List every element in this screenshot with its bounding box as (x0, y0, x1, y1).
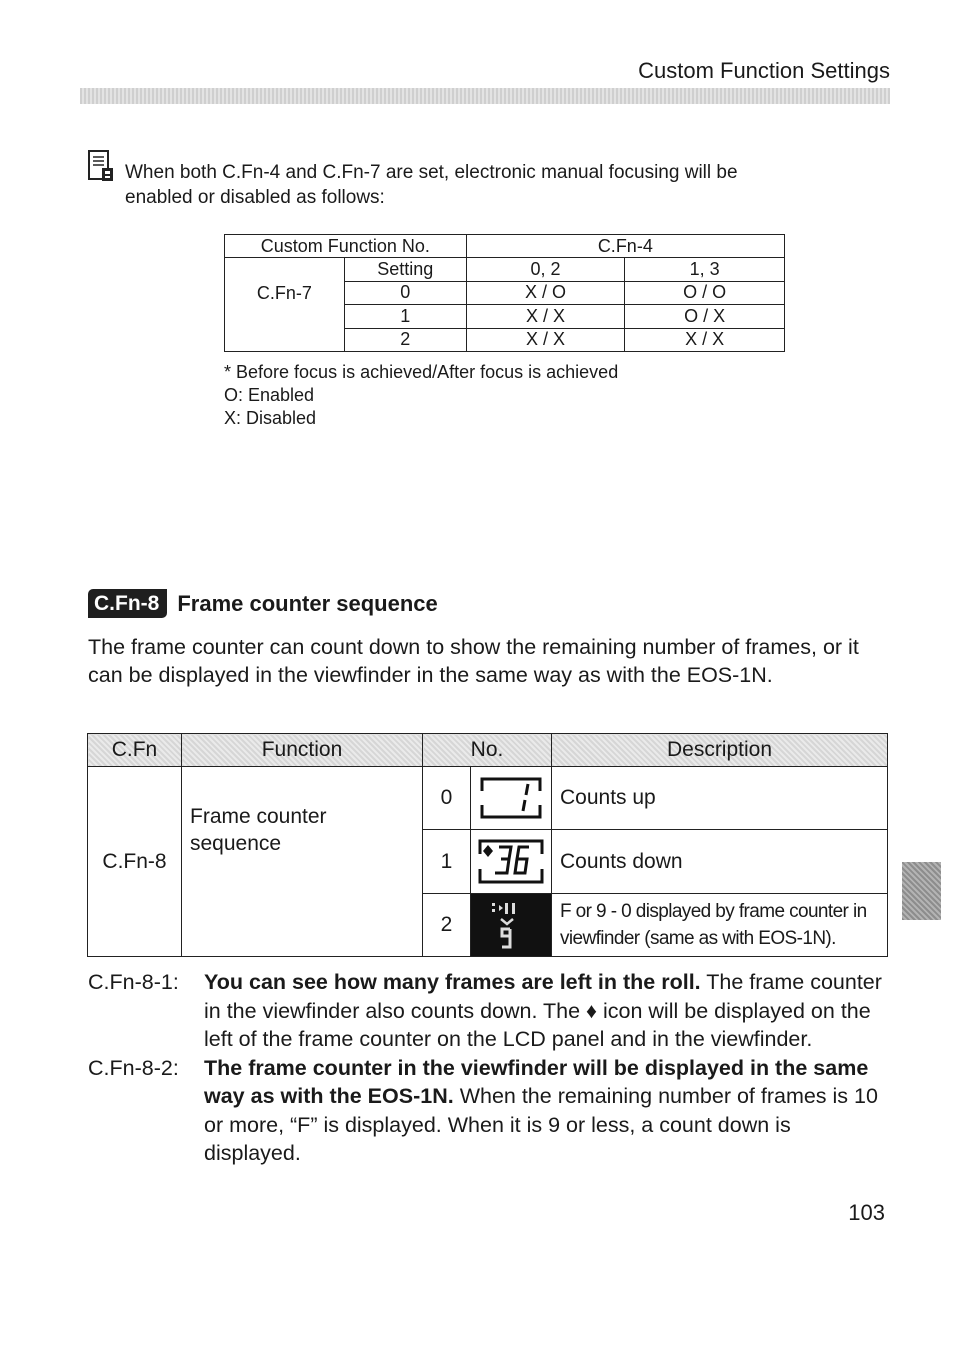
header-setting: Setting (344, 258, 466, 281)
setting-cell: 1 (344, 305, 466, 328)
item-label: C.Fn-8-1: (88, 970, 179, 994)
cfn-combination-table (224, 234, 785, 352)
no-cell: 0 (423, 767, 471, 830)
item-body (204, 968, 888, 1054)
header-bar (80, 88, 890, 104)
description-cell: F or 9 - 0 displayed by frame counter in viewfinder (same as with EOS-1N). (552, 894, 888, 957)
function-cell: Frame counter sequence (182, 767, 423, 957)
description-cell: Counts down (552, 830, 888, 894)
header-cfn: C.Fn (88, 734, 182, 767)
value-cell: O / X (625, 305, 785, 328)
section-title: Frame counter sequence (177, 590, 438, 616)
row-label-cfn7: C.Fn-7 (225, 281, 345, 351)
section-heading (88, 589, 438, 618)
lcd-counter-1-icon (471, 767, 552, 830)
col-02: 0, 2 (466, 258, 625, 281)
setting-cell: 0 (344, 281, 466, 304)
col-13: 1, 3 (625, 258, 785, 281)
side-thumb-tab (902, 862, 941, 920)
note-text: When both C.Fn-4 and C.Fn-7 are set, electronic manual focusing will be enabled or disabled as follows: (125, 162, 738, 208)
item-bold: You can see how many frames are left in the roll. (204, 970, 701, 994)
setting-cell: 2 (344, 328, 466, 351)
viewfinder-counter-9-icon (471, 894, 552, 957)
item-body (204, 1054, 888, 1168)
cfn8-table (87, 733, 888, 957)
page-number: 103 (848, 1200, 885, 1225)
no-cell: 1 (423, 830, 471, 894)
description-cell: Counts up (552, 767, 888, 830)
intro-paragraph: The frame counter can count down to show the remaining number of frames, or it can be displayed in the viewfinder in the same way as with the EOS-1N. (88, 635, 859, 687)
item-text: The frame counter in the viewfinder also counts down. The ♦ icon will be displayed on the left of the frame counter on the LCD panel and in the viewfinder. (204, 970, 882, 1051)
value-cell: O / O (625, 281, 785, 304)
header-description: Description (552, 734, 888, 767)
cfn-badge: C.Fn-8 (88, 589, 167, 618)
item-label: C.Fn-8-2: (88, 1055, 179, 1080)
value-cell: X / O (466, 281, 625, 304)
header-custom-function-no: Custom Function No. (225, 235, 467, 258)
setting-descriptions (88, 968, 888, 1168)
value-cell: X / X (625, 328, 785, 351)
header-cfn4: C.Fn-4 (466, 235, 784, 258)
header-title: Custom Function Settings (638, 58, 890, 83)
footnote-enabled: O: Enabled (224, 385, 315, 405)
header-function: Function (182, 734, 423, 767)
lcd-counter-36-icon (471, 830, 552, 894)
header-no: No. (423, 734, 552, 767)
memo-icon (88, 150, 114, 189)
note (88, 160, 808, 210)
value-cell: X / X (466, 328, 625, 351)
cfn-cell: C.Fn-8 (88, 767, 182, 957)
item-bold: The frame counter in the viewfinder will be displayed in the same way as with the EOS-1N. (204, 1055, 869, 1108)
value-cell: X / X (466, 305, 625, 328)
list-item (88, 968, 888, 1054)
no-cell: 2 (423, 894, 471, 957)
footnote-asterisk: * Before focus is achieved/After focus is achieved (224, 362, 619, 382)
list-item (88, 1054, 888, 1168)
footnotes (224, 361, 618, 430)
footnote-disabled: X: Disabled (224, 408, 317, 428)
item-text: When the remaining number of frames is 10 or more, “F” is displayed. When it is 9 or less, a count down is displayed. (204, 1084, 878, 1165)
